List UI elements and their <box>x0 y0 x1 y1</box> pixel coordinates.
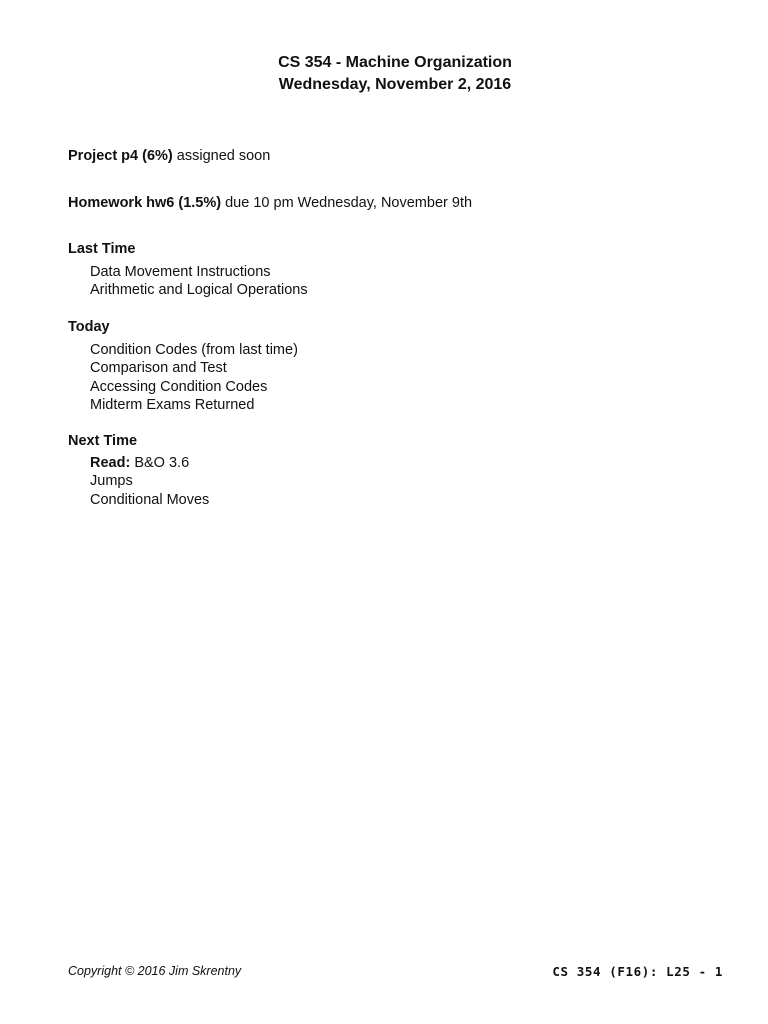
course-title: CS 354 - Machine Organization <box>278 54 512 71</box>
homework-announcement <box>68 194 472 212</box>
list-item: Comparison and Test <box>90 360 227 377</box>
homework-text: due 10 pm Wednesday, November 9th <box>221 195 473 211</box>
list-item: Condition Codes (from last time) <box>90 342 298 358</box>
list-item: Arithmetic and Logical Operations <box>90 282 308 299</box>
lecture-date: Wednesday, November 2, 2016 <box>278 76 512 93</box>
read-label: Read: <box>90 455 131 471</box>
page-reference: CS 354 (F16): L25 - 1 <box>552 964 723 979</box>
next-time-title: Next Time <box>68 433 138 449</box>
next-time-list <box>90 454 209 509</box>
list-item-read <box>90 454 209 472</box>
project-label: Project p4 (6%) <box>68 148 173 164</box>
today-title: Today <box>68 319 110 335</box>
read-text: B&O 3.6 <box>130 455 190 471</box>
list-item: Jumps <box>90 473 133 490</box>
last-time-title: Last Time <box>68 241 136 257</box>
list-item: Midterm Exams Returned <box>90 396 255 413</box>
last-time-list <box>90 263 308 300</box>
project-announcement <box>68 147 270 165</box>
page-header <box>0 52 768 96</box>
list-item: Conditional Moves <box>90 491 210 508</box>
list-item: Accessing Condition Codes <box>90 378 268 395</box>
project-text: assigned soon <box>172 148 271 164</box>
list-item: Data Movement Instructions <box>90 264 271 280</box>
homework-label: Homework hw6 (1.5%) <box>68 195 222 211</box>
today-list <box>90 341 298 414</box>
copyright-notice: Copyright © 2016 Jim Skrentny <box>68 964 242 978</box>
